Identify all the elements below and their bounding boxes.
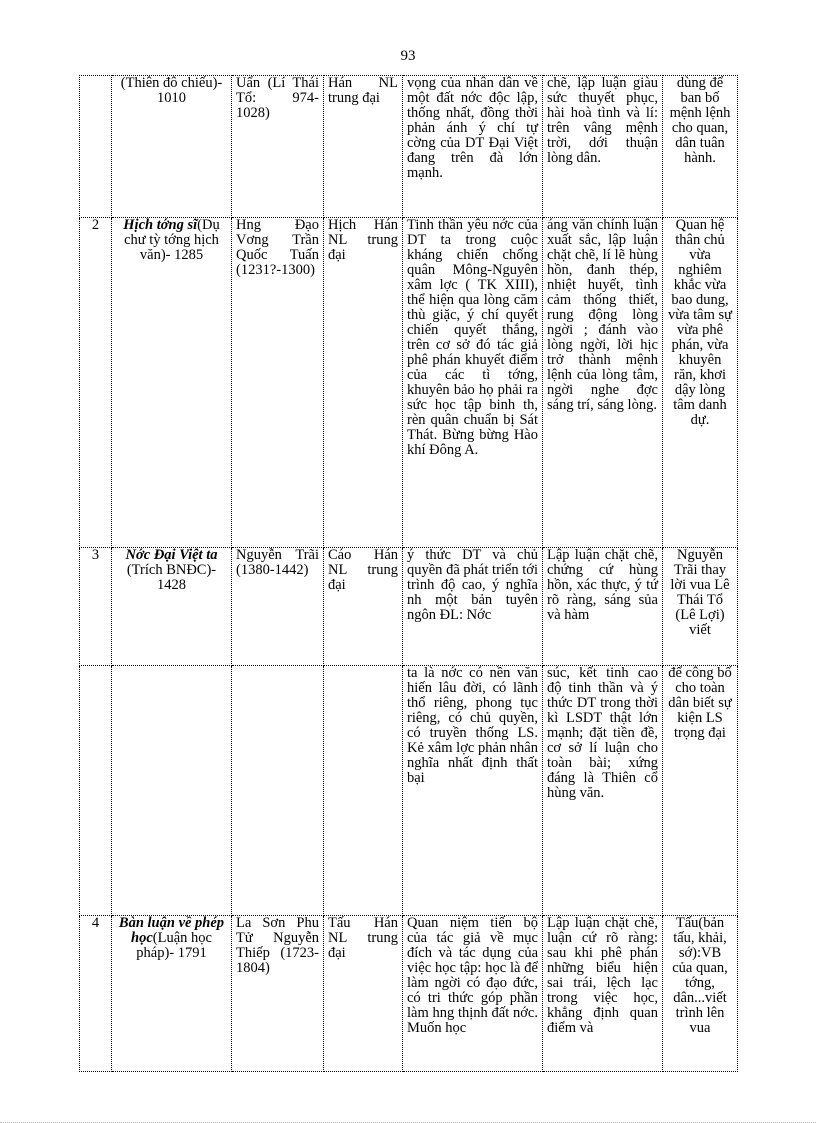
author-cell: Nguyễn Trãi (1380-1442) <box>232 548 324 666</box>
row-number <box>80 666 112 916</box>
table-row <box>80 218 738 548</box>
note-cell: dùng để ban bố mệnh lệnh cho quan, dân tuân hành. <box>663 76 738 218</box>
art-cell: Lập luận chặt chẽ, luận cứ rõ ràng: sau khi phê phán những biểu hiện sai trái, lệch lạc trong việc học, khẳng định quan điểm và <box>543 916 663 1072</box>
work-title-bold: Bàn luận về phép học <box>118 915 225 946</box>
work-title-bold: Hịch tớng sĩ <box>123 217 198 233</box>
row-number: 2 <box>80 218 112 548</box>
content-cell: ta là nớc có nền văn hiến lâu đời, có lãnh thổ riêng, phong tục riêng, có chủ quyền, có truyền thống LS. Kẻ xâm lợc phản nhân nghĩa nhất định thất bại <box>403 666 543 916</box>
genre-cell: Hán NL trung đại <box>324 76 403 218</box>
work-title <box>112 76 232 218</box>
table-row <box>80 916 738 1072</box>
work-title-bold: Nớc Đại Việt ta <box>125 547 218 563</box>
author-cell <box>232 666 324 916</box>
work-title-note: (Dụ chư tỳ tớng hịch văn)- 1285 <box>124 217 220 263</box>
genre-cell: Cáo Hán NL trung đại <box>324 548 403 666</box>
content-cell: ý thức DT và chủ quyền đã phát triển tới trình độ cao, ý nghĩa nh một bản tuyên ngôn ĐL: Nớc <box>403 548 543 666</box>
literature-table <box>79 75 738 1072</box>
table-row <box>80 548 738 666</box>
table-row <box>80 666 738 916</box>
content-cell: Tinh thần yêu nớc của DT ta trong cuộc kháng chiến chống quân Mông-Nguyên xâm lợc ( TK XIII), thể hiện qua lòng căm thù giặc, ý chí quyết chiến quyết thắng, trên cơ sở đó tác giả phê phán khuyết điểm của các tì tớng, khuyên bảo họ phải ra sức học tập binh th, rèn quân chuẩn bị Sát Thát. Bừng bừng Hào khí Đông A. <box>403 218 543 548</box>
note-cell: Quan hệ thân chủ vừa nghiêm khắc vừa bao dung, vừa tâm sự vừa phê phán, vừa khuyên răn, khơi dậy lòng tâm danh dự. <box>663 218 738 548</box>
work-title <box>112 666 232 916</box>
content-cell: Quan niệm tiến bộ của tác giả về mục đích và tác dụng của việc học tập: học là để làm ngời có đạo đức, có tri thức góp phần làm hng thịnh đất nớc. Muốn học <box>403 916 543 1072</box>
row-number: 3 <box>80 548 112 666</box>
work-title <box>112 916 232 1072</box>
row-number <box>80 76 112 218</box>
art-cell: chẽ, lập luận giàu sức thuyết phục, hài hoà tình và lí: trên vâng mệnh trời, dới thuận lòng dân. <box>543 76 663 218</box>
work-title-note: (Trích BNĐC)- 1428 <box>126 562 217 593</box>
note-cell: Tấu(bản tấu, khải, sớ):VB của quan, tớng, dân...viết trình lên vua <box>663 916 738 1072</box>
work-title <box>112 548 232 666</box>
note-cell: để công bố cho toàn dân biết sự kiện LS trọng đại <box>663 666 738 916</box>
row-number: 4 <box>80 916 112 1072</box>
work-title-note: (Thiên đô chiếu)- 1010 <box>120 75 223 106</box>
art-cell: súc, kết tinh cao độ tinh thần và ý thức DT trong thời kì LSDT thật lớn mạnh; đặt tiền đề, cơ sở lí luận cho toàn bài; xứng đáng là Thiên cổ hùng văn. <box>543 666 663 916</box>
author-cell: Uẩn (Lí Thái Tổ: 974-1028) <box>232 76 324 218</box>
table-row <box>80 76 738 218</box>
work-title-note: (Luận học pháp)- 1791 <box>136 930 212 961</box>
author-cell: La Sơn Phu Tử Nguyễn Thiếp (1723-1804) <box>232 916 324 1072</box>
art-cell: áng văn chính luận xuất sắc, lập luận chặt chẽ, lí lẽ hùng hồn, đanh thép, nhiệt huyết, tình cảm thống thiết, rung động lòng ngời ; đánh vào lòng ngời, lời hịc trở thành mệnh lệnh của lòng tâm, ngời nghe đợc sáng trí, sáng lòng. <box>543 218 663 548</box>
content-cell: vọng của nhân dân về một đất nớc độc lập, thống nhất, đồng thời phản ánh ý chí tự cờng của DT Đại Việt đang trên đà lớn mạnh. <box>403 76 543 218</box>
genre-cell: Tấu Hán NL trung đại <box>324 916 403 1072</box>
work-title <box>112 218 232 548</box>
author-cell: Hng Đạo Vơng Trần Quốc Tuấn (1231?-1300) <box>232 218 324 548</box>
genre-cell: Hịch Hán NL trung đại <box>324 218 403 548</box>
art-cell: Lập luận chặt chẽ, chứng cứ hùng hồn, xác thực, ý tứ rõ ràng, sáng sủa và hàm <box>543 548 663 666</box>
genre-cell <box>324 666 403 916</box>
note-cell: Nguyễn Trãi thay lời vua Lê Thái Tổ (Lê Lợi) viết <box>663 548 738 666</box>
page-number: 93 <box>400 48 416 64</box>
